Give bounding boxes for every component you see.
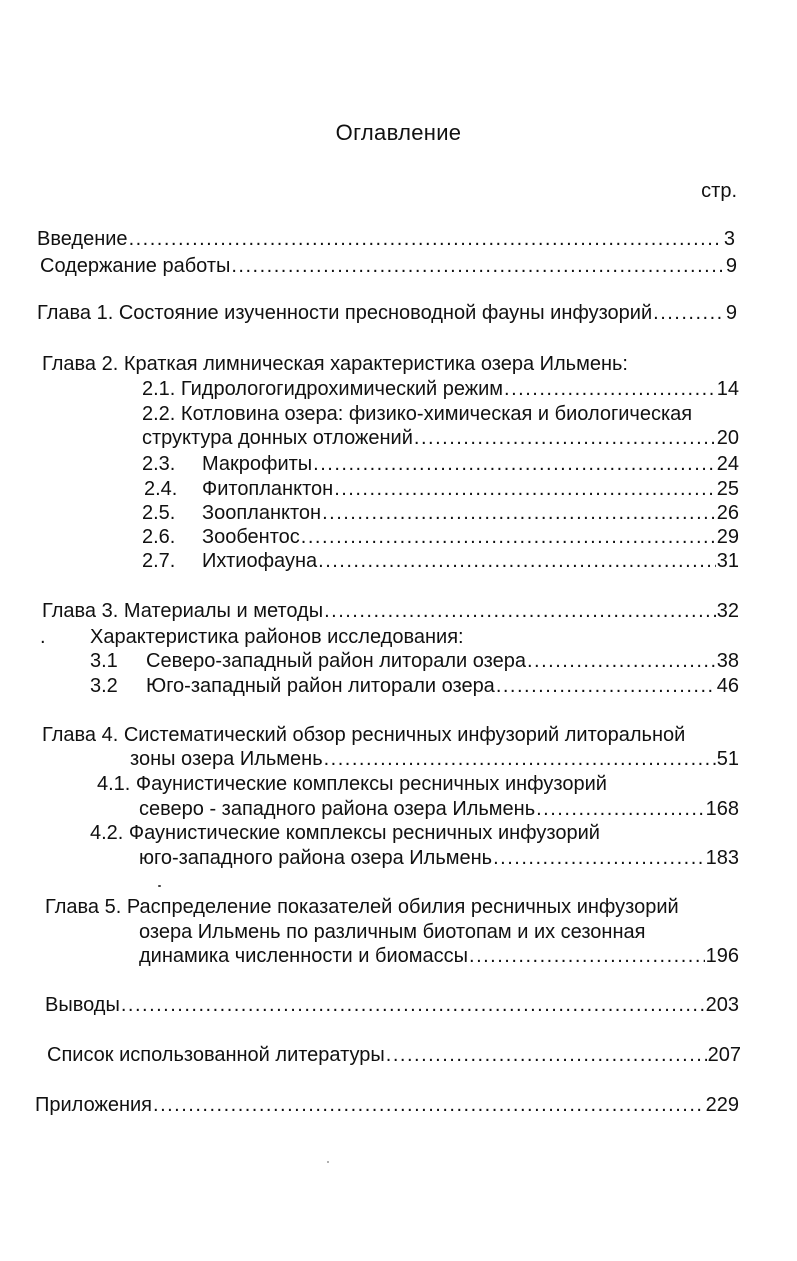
toc-entry-number: 2.3. [142,453,176,475]
toc-entry-4-2[interactable] [139,845,739,871]
toc-entry-label: Глава 1. Состояние изученности пресноводной фауны инфузорий [37,302,653,324]
toc-entry-chapter-1[interactable] [37,300,737,326]
toc-entry-page: 24 [716,453,739,475]
toc-entry-4-1-line1[interactable]: 4.1. Фаунистические комплексы ресничных инфузорий [97,773,607,795]
toc-entry-chapter-4[interactable] [130,746,739,772]
toc-entry-chapter-2[interactable]: Глава 2. Краткая лимническая характеристика озера Ильмень: [42,353,628,375]
toc-entry-2-1[interactable] [142,376,739,402]
dot-leader [493,845,705,871]
toc-entry-label: Приложения [35,1094,153,1116]
toc-entry-label: динамика численности и биомассы [139,945,469,967]
toc-entry-2-3[interactable] [142,451,739,477]
toc-entry-chapter-3[interactable] [42,598,739,624]
toc-entry-number: 3.2 [90,675,118,697]
dot-leader [653,300,725,326]
toc-entry-label: Выводы [45,994,120,1016]
toc-entry-number: 2.7. [142,550,176,572]
toc-entry-appendix[interactable] [35,1092,739,1118]
toc-entry-page: 51 [716,748,739,770]
toc-entry-label: северо - западного района озера Ильмень [139,798,536,820]
toc-entry-number: 3.1 [90,650,118,672]
toc-entry-label: структура донных отложений [142,427,413,449]
toc-entry-2-6[interactable] [142,524,739,550]
toc-entry-label: Глава 3. Материалы и методы [42,600,324,622]
dot-leader [536,796,705,822]
dot-leader [231,253,725,279]
toc-entry-page: 20 [716,427,739,449]
toc-entry-label: Фитопланктон [202,478,334,500]
toc-entry-page: 31 [716,550,739,572]
toc-entry-number: 2.4. [144,478,178,500]
toc-entry-label: Юго-западный район литорали озера [146,675,495,697]
toc-entry-chapter-4-line1[interactable]: Глава 4. Систематический обзор ресничных инфузорий литоральной [42,724,686,746]
toc-entry-page: 29 [716,526,739,548]
toc-entry-2-5[interactable] [142,500,739,526]
toc-entry-references[interactable] [47,1042,741,1068]
toc-entry-page: 38 [716,650,739,672]
toc-entry-number: 2.6. [142,526,176,548]
toc-entry-chapter-5-line2[interactable]: озера Ильмень по различным биотопам и их сезонная [139,921,646,943]
toc-entry-label: Зоопланктон [202,502,322,524]
toc-entry-2-2[interactable] [142,425,739,451]
dot-leader [386,1042,707,1068]
toc-entry-page: 3 [723,228,735,250]
toc-entry-label: Содержание работы [40,255,231,277]
toc-entry-page: 46 [716,675,739,697]
toc-entry-conclusions[interactable] [45,992,739,1018]
toc-entry-number: 2.5. [142,502,176,524]
toc-title: Оглавление [335,120,462,145]
toc-entry-page: 25 [716,478,739,500]
toc-entry-3-sub[interactable]: Характеристика районов исследования: [90,626,464,648]
dot-leader [527,648,716,674]
toc-entry-3-2[interactable] [90,673,739,699]
dot-leader [324,598,716,624]
toc-entry-page: 9 [725,302,737,324]
scan-speck [158,885,161,887]
scan-speck [327,1161,329,1163]
toc-entry-intro[interactable] [37,226,735,252]
toc-entry-page: 207 [707,1044,741,1066]
dot-leader [153,1092,705,1118]
toc-entry-page: 196 [705,945,739,967]
dot-leader [504,376,716,402]
toc-entry-page: 203 [705,994,739,1016]
toc-entry-page: 32 [716,600,739,622]
toc-entry-page: 229 [705,1094,739,1116]
toc-entry-chapter-5[interactable] [139,943,739,969]
dot-leader [322,500,716,526]
toc-entry-label: Макрофиты [202,453,313,475]
toc-entry-page: 168 [705,798,739,820]
toc-entry-label: Северо-западный район литорали озера [146,650,526,672]
toc-entry-label: юго-западного района озера Ильмень [139,847,493,869]
toc-entry-2-2-line1[interactable]: 2.2. Котловина озера: физико-химическая и биологическая [142,403,693,425]
toc-bullet-mark: . [40,626,46,648]
toc-entry-page: 26 [716,502,739,524]
toc-entry-4-1[interactable] [139,796,739,822]
toc-entry-4-2-line1[interactable]: 4.2. Фаунистические комплексы ресничных инфузорий [90,822,600,844]
dot-leader [318,548,716,574]
toc-entry-3-1[interactable] [90,648,739,674]
toc-entry-chapter-5-line1[interactable]: Глава 5. Распределение показателей обилия ресничных инфузорий [45,896,679,918]
dot-leader [129,226,723,252]
toc-entry-label: 2.1. Гидрологогидрохимический режим [142,378,504,400]
toc-entry-content[interactable] [40,253,737,279]
dot-leader [324,746,716,772]
dot-leader [301,524,716,550]
toc-entry-label: Введение [37,228,128,250]
toc-entry-2-4[interactable] [144,476,739,502]
dot-leader [496,673,716,699]
toc-entry-page: 183 [705,847,739,869]
toc-entry-label: зоны озера Ильмень [130,748,323,770]
toc-entry-2-7[interactable] [142,548,739,574]
page-column-label: стр. [701,180,737,202]
toc-entry-label: Ихтиофауна [202,550,318,572]
toc-entry-label: Список использованной литературы [47,1044,385,1066]
dot-leader [313,451,716,477]
toc-entry-page: 9 [725,255,737,277]
toc-entry-page: 14 [716,378,739,400]
dot-leader [334,476,716,502]
toc-entry-label: Зообентос [202,526,300,548]
dot-leader [121,992,705,1018]
dot-leader [469,943,705,969]
dot-leader [414,425,716,451]
